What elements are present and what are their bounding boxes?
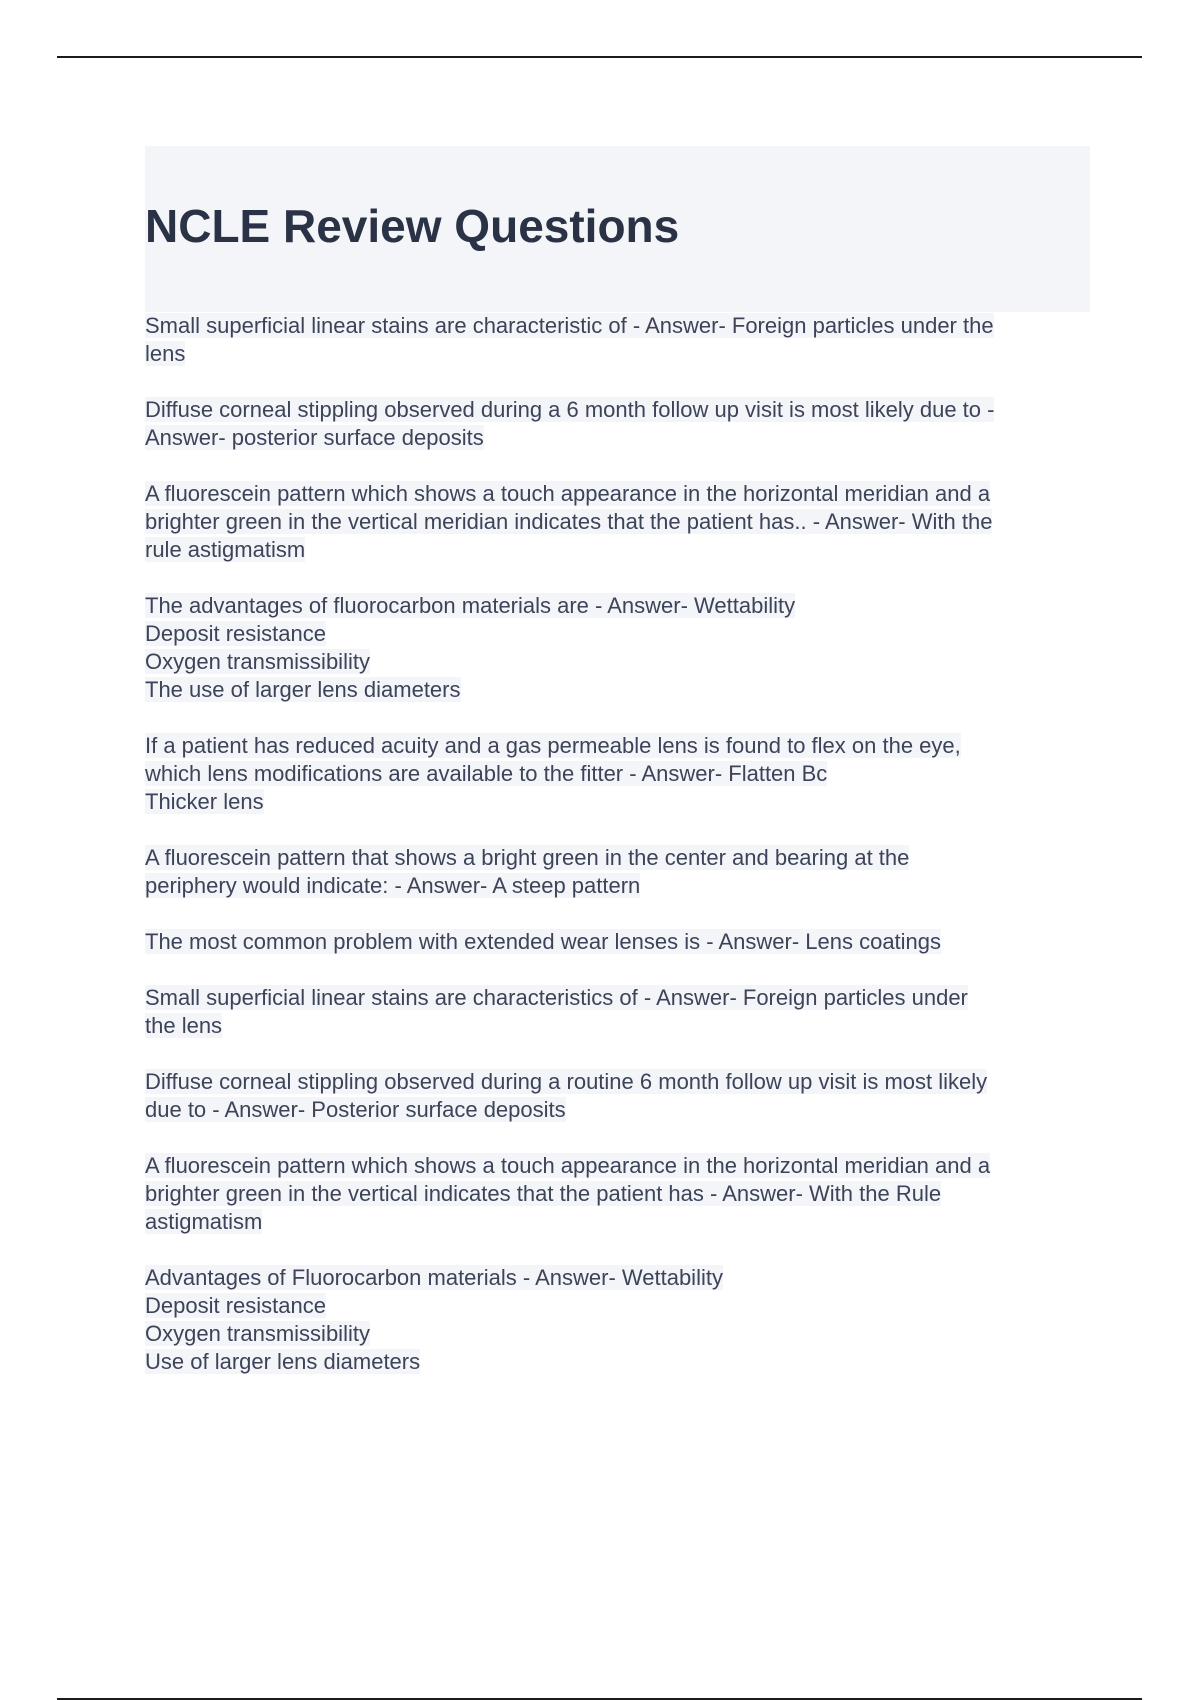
qa-line	[145, 312, 1090, 340]
qa-line-text: The advantages of fluorocarbon materials are - Answer- Wettability	[145, 593, 796, 618]
qa-line	[145, 1292, 1090, 1320]
title-band	[145, 146, 1090, 312]
document-content	[145, 146, 1090, 1404]
qa-line	[145, 760, 1090, 788]
qa-item	[145, 984, 1090, 1040]
qa-line	[145, 592, 1090, 620]
qa-line	[145, 1180, 1090, 1208]
qa-line-text: rule astigmatism	[145, 537, 306, 562]
qa-line	[145, 1320, 1090, 1348]
qa-line	[145, 480, 1090, 508]
qa-line-text: the lens	[145, 1013, 223, 1038]
qa-line-text: brighter green in the vertical indicates that the patient has - Answer- With the Rule	[145, 1181, 942, 1206]
qa-line	[145, 340, 1090, 368]
qa-item	[145, 1068, 1090, 1124]
qa-line	[145, 1012, 1090, 1040]
qa-item	[145, 844, 1090, 900]
qa-line	[145, 1068, 1090, 1096]
qa-line	[145, 732, 1090, 760]
qa-line	[145, 620, 1090, 648]
qa-item	[145, 1152, 1090, 1236]
qa-line	[145, 1152, 1090, 1180]
qa-line-text: Small superficial linear stains are characteristic of - Answer- Foreign particles under the	[145, 313, 994, 338]
qa-item	[145, 928, 1090, 956]
qa-item	[145, 480, 1090, 564]
qa-line-text: Diffuse corneal stippling observed during a routine 6 month follow up visit is most likely	[145, 1069, 988, 1094]
qa-item	[145, 1264, 1090, 1376]
qa-line	[145, 844, 1090, 872]
qa-line-text: The use of larger lens diameters	[145, 677, 461, 702]
qa-item	[145, 312, 1090, 368]
qa-line-text: Oxygen transmissibility	[145, 649, 370, 674]
qa-line-text: A fluorescein pattern that shows a bright green in the center and bearing at the	[145, 845, 910, 870]
qa-line-text: The most common problem with extended wear lenses is - Answer- Lens coatings	[145, 929, 942, 954]
qa-item	[145, 592, 1090, 704]
qa-line	[145, 984, 1090, 1012]
qa-line	[145, 508, 1090, 536]
qa-item	[145, 396, 1090, 452]
qa-line-text: Diffuse corneal stippling observed during a 6 month follow up visit is most likely due to -	[145, 397, 995, 422]
qa-line	[145, 928, 1090, 956]
qa-line-text: lens	[145, 341, 186, 366]
qa-line-text: Small superficial linear stains are characteristics of - Answer- Foreign particles under	[145, 985, 968, 1010]
qa-line	[145, 648, 1090, 676]
qa-line	[145, 676, 1090, 704]
qa-list	[145, 312, 1090, 1376]
qa-line	[145, 1348, 1090, 1376]
qa-line-text: Use of larger lens diameters	[145, 1349, 421, 1374]
qa-line-text: A fluorescein pattern which shows a touch appearance in the horizontal meridian and a	[145, 1153, 991, 1178]
qa-line-text: brighter green in the vertical meridian indicates that the patient has.. - Answer- With the	[145, 509, 993, 534]
qa-line	[145, 396, 1090, 424]
top-rule	[57, 56, 1142, 58]
qa-line-text: If a patient has reduced acuity and a gas permeable lens is found to flex on the eye,	[145, 733, 961, 758]
qa-line	[145, 1208, 1090, 1236]
qa-line-text: astigmatism	[145, 1209, 263, 1234]
qa-line-text: Deposit resistance	[145, 1293, 326, 1318]
page-title: NCLE Review Questions	[145, 200, 680, 252]
qa-line-text: periphery would indicate: - Answer- A steep pattern	[145, 873, 641, 898]
qa-line-text: Deposit resistance	[145, 621, 326, 646]
qa-line	[145, 872, 1090, 900]
qa-line-text: A fluorescein pattern which shows a touch appearance in the horizontal meridian and a	[145, 481, 991, 506]
qa-line-text: Advantages of Fluorocarbon materials - Answer- Wettability	[145, 1265, 723, 1290]
qa-line-text: Oxygen transmissibility	[145, 1321, 370, 1346]
qa-line-text: Thicker lens	[145, 789, 264, 814]
qa-item	[145, 732, 1090, 816]
qa-line-text: Answer- posterior surface deposits	[145, 425, 484, 450]
qa-line	[145, 788, 1090, 816]
qa-line	[145, 1264, 1090, 1292]
qa-line-text: due to - Answer- Posterior surface deposits	[145, 1097, 566, 1122]
qa-line-text: which lens modifications are available to the fitter - Answer- Flatten Bc	[145, 761, 828, 786]
qa-line	[145, 536, 1090, 564]
qa-line	[145, 424, 1090, 452]
qa-line	[145, 1096, 1090, 1124]
